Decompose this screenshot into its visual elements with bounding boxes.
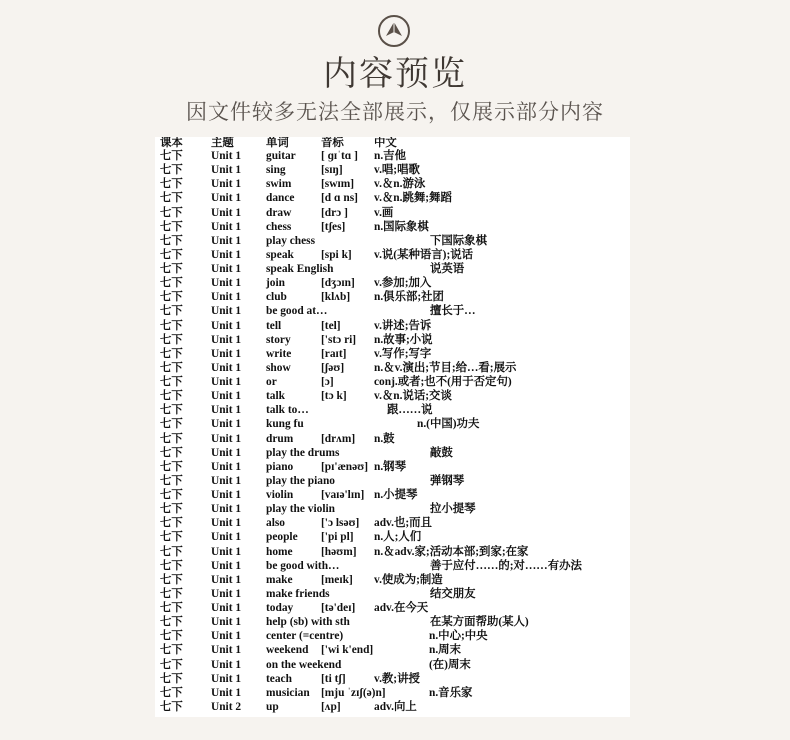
cell-word: speak bbox=[266, 248, 294, 261]
table-row bbox=[155, 629, 630, 643]
header-unit: 主题 bbox=[211, 137, 234, 149]
cell-book: 七下 bbox=[160, 347, 183, 360]
cell-chinese: n.音乐家 bbox=[429, 686, 473, 699]
table-row bbox=[155, 545, 630, 559]
cell-book: 七下 bbox=[160, 178, 183, 191]
cell-chinese: v.参加;加入 bbox=[374, 277, 432, 290]
cell-book: 七下 bbox=[160, 319, 183, 332]
table-row bbox=[155, 149, 630, 163]
cell-chinese: adv.也;而且 bbox=[374, 517, 432, 530]
cell-chinese: n.人;人们 bbox=[374, 531, 422, 544]
cell-chinese: n.钢琴 bbox=[374, 460, 406, 473]
table-row bbox=[155, 658, 630, 672]
logo-icon bbox=[378, 15, 410, 47]
cell-chinese: n.鼓 bbox=[374, 432, 395, 445]
cell-ipa: [drɔ ] bbox=[321, 206, 348, 219]
cell-word: musician bbox=[266, 686, 310, 699]
page-subtitle: 因文件较多无法全部展示，仅展示部分内容 bbox=[186, 100, 604, 124]
table-row bbox=[155, 262, 630, 276]
cell-word: show bbox=[266, 361, 291, 374]
cell-book: 七下 bbox=[160, 418, 183, 431]
cell-unit: Unit 1 bbox=[211, 347, 242, 360]
cell-chinese: n.小提琴 bbox=[374, 489, 418, 501]
cell-chinese: n.＆adv.家;活动本部;到家;在家 bbox=[374, 545, 529, 558]
table-row bbox=[155, 319, 630, 333]
cell-book: 七下 bbox=[160, 164, 183, 177]
table-row bbox=[155, 573, 630, 587]
table-row bbox=[155, 516, 630, 530]
cell-ipa: [tʃes] bbox=[321, 220, 346, 233]
cell-chinese: n.吉他 bbox=[374, 150, 406, 162]
cell-book: 七下 bbox=[160, 686, 183, 699]
cell-word: weekend bbox=[266, 644, 309, 657]
cell-unit: Unit 1 bbox=[211, 517, 242, 530]
cell-word: join bbox=[266, 277, 285, 290]
table-header bbox=[155, 137, 630, 149]
header-chinese: 中文 bbox=[374, 137, 397, 149]
cell-book: 七下 bbox=[160, 432, 183, 445]
cell-unit: Unit 1 bbox=[211, 474, 242, 487]
cell-book: 七下 bbox=[160, 192, 183, 205]
cell-chinese: 下国际象棋 bbox=[430, 234, 487, 247]
cell-word: speak English bbox=[266, 263, 334, 275]
cell-chinese: v.说(某种语言);说话 bbox=[374, 248, 474, 261]
cell-word: write bbox=[266, 347, 292, 360]
cell-ipa: [tə'deɪ] bbox=[321, 602, 356, 614]
cell-ipa: [dʒɔɪn] bbox=[321, 277, 355, 290]
cell-book: 七下 bbox=[160, 474, 183, 487]
cell-book: 七下 bbox=[160, 489, 183, 501]
cell-book: 七下 bbox=[160, 602, 183, 614]
cell-unit: Unit 1 bbox=[211, 361, 242, 374]
table-body bbox=[155, 149, 630, 714]
cell-book: 七下 bbox=[160, 460, 183, 473]
cell-ipa: ['stɔ ri] bbox=[321, 333, 357, 346]
page-title: 内容预览 bbox=[323, 54, 467, 94]
cell-unit: Unit 1 bbox=[211, 220, 242, 233]
table-row bbox=[155, 177, 630, 191]
table-row bbox=[155, 587, 630, 601]
cell-chinese: 结交朋友 bbox=[430, 587, 476, 600]
cell-word: club bbox=[266, 291, 287, 304]
cell-unit: Unit 1 bbox=[211, 531, 242, 544]
cell-word: chess bbox=[266, 220, 292, 233]
cell-chinese: v.教;讲授 bbox=[374, 672, 420, 685]
cell-unit: Unit 1 bbox=[211, 503, 242, 516]
cell-book: 七下 bbox=[160, 658, 183, 671]
table-row bbox=[155, 191, 630, 205]
cell-word: help (sb) with sth bbox=[266, 616, 350, 629]
cell-ipa: [pɪ'ænəʊ] bbox=[321, 460, 369, 473]
cell-unit: Unit 1 bbox=[211, 263, 242, 275]
cell-book: 七下 bbox=[160, 263, 183, 275]
cell-chinese: adv.在今天 bbox=[374, 602, 429, 614]
cell-word: piano bbox=[266, 460, 294, 473]
cell-book: 七下 bbox=[160, 616, 183, 629]
table-row bbox=[155, 672, 630, 686]
cell-ipa: [spi k] bbox=[321, 248, 352, 261]
cell-book: 七下 bbox=[160, 587, 183, 600]
cell-word: play the drums bbox=[266, 446, 340, 459]
cell-book: 七下 bbox=[160, 404, 183, 417]
cell-unit: Unit 1 bbox=[211, 277, 242, 290]
header-ipa: 音标 bbox=[321, 137, 344, 149]
cell-word: home bbox=[266, 545, 293, 558]
cell-book: 七下 bbox=[160, 305, 183, 318]
cell-unit: Unit 1 bbox=[211, 644, 242, 657]
cell-unit: Unit 1 bbox=[211, 164, 242, 177]
cell-word: kung fu bbox=[266, 418, 304, 431]
cell-word: today bbox=[266, 602, 294, 614]
table-row bbox=[155, 502, 630, 516]
cell-chinese: v.＆n.说话;交谈 bbox=[374, 390, 452, 403]
cell-chinese: (在)周末 bbox=[429, 658, 471, 671]
cell-ipa: [tɔ k] bbox=[321, 390, 347, 403]
table-row bbox=[155, 248, 630, 262]
cell-unit: Unit 1 bbox=[211, 234, 242, 247]
table-row bbox=[155, 700, 630, 714]
table-row bbox=[155, 530, 630, 544]
table-row bbox=[155, 643, 630, 657]
cell-word: teach bbox=[266, 672, 292, 685]
cell-unit: Unit 1 bbox=[211, 489, 242, 501]
cell-word: also bbox=[266, 517, 285, 530]
cell-chinese: v.画 bbox=[374, 206, 394, 219]
cell-unit: Unit 2 bbox=[211, 700, 242, 713]
cell-word: be good at… bbox=[266, 305, 328, 318]
cell-book: 七下 bbox=[160, 234, 183, 247]
cell-word: up bbox=[266, 700, 279, 713]
cell-word: make friends bbox=[266, 587, 330, 600]
cell-chinese: 跟……说 bbox=[387, 404, 433, 417]
cell-book: 七下 bbox=[160, 559, 183, 572]
cell-unit: Unit 1 bbox=[211, 616, 242, 629]
cell-chinese: v.＆n.跳舞;舞蹈 bbox=[374, 192, 452, 205]
cell-unit: Unit 1 bbox=[211, 150, 242, 162]
cell-ipa: [tel] bbox=[321, 319, 341, 332]
cell-chinese: n.俱乐部;社团 bbox=[374, 291, 444, 304]
cell-chinese: n.中心;中央 bbox=[429, 630, 488, 643]
cell-unit: Unit 1 bbox=[211, 376, 242, 388]
cell-unit: Unit 1 bbox=[211, 390, 242, 403]
cell-book: 七下 bbox=[160, 361, 183, 374]
cell-word: talk to… bbox=[266, 404, 309, 417]
cell-word: play chess bbox=[266, 234, 316, 247]
cell-unit: Unit 1 bbox=[211, 545, 242, 558]
cell-unit: Unit 1 bbox=[211, 587, 242, 600]
cell-book: 七下 bbox=[160, 672, 183, 685]
cell-word: dance bbox=[266, 192, 295, 205]
table-row bbox=[155, 488, 630, 502]
cell-word: people bbox=[266, 531, 298, 544]
cell-book: 七下 bbox=[160, 573, 183, 586]
cell-ipa: [raɪt] bbox=[321, 347, 347, 360]
cell-book: 七下 bbox=[160, 333, 183, 346]
table-row bbox=[155, 290, 630, 304]
table-row bbox=[155, 474, 630, 488]
cell-word: drum bbox=[266, 432, 294, 445]
cell-ipa: [d ɑ ns] bbox=[321, 192, 358, 205]
cell-book: 七下 bbox=[160, 390, 183, 403]
cell-word: play the violin bbox=[266, 503, 335, 516]
cell-chinese: v.使成为;制造 bbox=[374, 573, 443, 586]
cell-chinese: 拉小提琴 bbox=[430, 503, 476, 516]
cell-chinese: v.讲述;告诉 bbox=[374, 319, 432, 332]
cell-unit: Unit 1 bbox=[211, 206, 242, 219]
cell-book: 七下 bbox=[160, 644, 183, 657]
table-row bbox=[155, 686, 630, 700]
cell-ipa: [ti tʃ] bbox=[321, 672, 346, 685]
cell-book: 七下 bbox=[160, 277, 183, 290]
cell-unit: Unit 1 bbox=[211, 446, 242, 459]
cell-unit: Unit 1 bbox=[211, 432, 242, 445]
cell-ipa: ['wi k'end] bbox=[321, 644, 374, 657]
cell-unit: Unit 1 bbox=[211, 291, 242, 304]
cell-ipa: [ʌp] bbox=[321, 700, 341, 713]
cell-unit: Unit 1 bbox=[211, 248, 242, 261]
cell-ipa: [sɪŋ] bbox=[321, 164, 343, 177]
table-row bbox=[155, 276, 630, 290]
cell-ipa: [swɪm] bbox=[321, 178, 355, 191]
table-row bbox=[155, 615, 630, 629]
cell-chinese: v.＆n.游泳 bbox=[374, 178, 426, 191]
cell-chinese: n.国际象棋 bbox=[374, 220, 429, 233]
table-row bbox=[155, 206, 630, 220]
table-row bbox=[155, 446, 630, 460]
cell-book: 七下 bbox=[160, 150, 183, 162]
table-row bbox=[155, 432, 630, 446]
cell-word: sing bbox=[266, 164, 286, 177]
cell-book: 七下 bbox=[160, 220, 183, 233]
header-book: 课本 bbox=[160, 137, 183, 149]
cell-chinese: 在某方面帮助(某人) bbox=[430, 616, 529, 629]
header-word: 单词 bbox=[266, 137, 289, 149]
cell-ipa: ['ɔ lsəʊ] bbox=[321, 517, 360, 530]
cell-book: 七下 bbox=[160, 248, 183, 261]
cell-book: 七下 bbox=[160, 700, 183, 713]
cell-book: 七下 bbox=[160, 291, 183, 304]
table-row bbox=[155, 220, 630, 234]
table-row bbox=[155, 163, 630, 177]
cell-ipa: [meɪk] bbox=[321, 573, 353, 586]
cell-chinese: conj.或者;也不(用于否定句) bbox=[374, 376, 512, 388]
cell-chinese: 擅长于… bbox=[430, 305, 476, 318]
table-row bbox=[155, 234, 630, 248]
table-row bbox=[155, 333, 630, 347]
cell-unit: Unit 1 bbox=[211, 686, 242, 699]
table-row bbox=[155, 601, 630, 615]
cell-chinese: 敲鼓 bbox=[430, 446, 453, 459]
cell-book: 七下 bbox=[160, 206, 183, 219]
cell-word: talk bbox=[266, 390, 285, 403]
cell-book: 七下 bbox=[160, 376, 183, 388]
cell-book: 七下 bbox=[160, 545, 183, 558]
cell-word: make bbox=[266, 573, 293, 586]
cell-unit: Unit 1 bbox=[211, 630, 242, 643]
cell-unit: Unit 1 bbox=[211, 305, 242, 318]
cell-book: 七下 bbox=[160, 503, 183, 516]
cell-chinese: 弹钢琴 bbox=[430, 474, 465, 487]
cell-unit: Unit 1 bbox=[211, 460, 242, 473]
table-row bbox=[155, 304, 630, 318]
cell-chinese: 善于应付……的;对……有办法 bbox=[430, 559, 582, 572]
cell-word: story bbox=[266, 333, 291, 346]
cell-word: tell bbox=[266, 319, 282, 332]
cell-word: or bbox=[266, 376, 277, 388]
cell-unit: Unit 1 bbox=[211, 418, 242, 431]
table-row bbox=[155, 375, 630, 389]
cell-chinese: 说英语 bbox=[430, 263, 465, 275]
cell-ipa: [ ɡɪˈtɑ ] bbox=[321, 150, 358, 162]
table-row bbox=[155, 361, 630, 375]
cell-ipa: [həʊm] bbox=[321, 545, 357, 558]
cell-unit: Unit 1 bbox=[211, 178, 242, 191]
cell-unit: Unit 1 bbox=[211, 404, 242, 417]
cell-chinese: n.＆v.演出;节目;给…看;展示 bbox=[374, 361, 517, 374]
cell-word: violin bbox=[266, 489, 294, 501]
cell-ipa: [vaɪə'lɪn] bbox=[321, 489, 365, 501]
cell-ipa: ['pi pl] bbox=[321, 531, 354, 544]
cell-ipa: [ʃəʊ] bbox=[321, 361, 345, 374]
cell-unit: Unit 1 bbox=[211, 672, 242, 685]
cell-book: 七下 bbox=[160, 446, 183, 459]
cell-chinese: n.故事;小说 bbox=[374, 333, 433, 346]
cell-word: center (=centre) bbox=[266, 630, 344, 643]
table-row bbox=[155, 417, 630, 431]
cell-chinese: n.周末 bbox=[429, 644, 461, 657]
cell-word: draw bbox=[266, 206, 292, 219]
cell-ipa: [drʌm] bbox=[321, 432, 356, 445]
cell-unit: Unit 1 bbox=[211, 559, 242, 572]
cell-ipa: [mju ˈzɪʃ(ə)n] bbox=[321, 686, 386, 699]
cell-book: 七下 bbox=[160, 531, 183, 544]
cell-ipa: [klʌb] bbox=[321, 291, 351, 304]
cell-word: swim bbox=[266, 178, 292, 191]
table-row bbox=[155, 403, 630, 417]
table-row bbox=[155, 559, 630, 573]
cell-unit: Unit 1 bbox=[211, 192, 242, 205]
cell-word: play the piano bbox=[266, 474, 335, 487]
vocabulary-table bbox=[155, 137, 630, 717]
table-row bbox=[155, 460, 630, 474]
cell-word: guitar bbox=[266, 150, 296, 162]
cell-unit: Unit 1 bbox=[211, 319, 242, 332]
table-row bbox=[155, 389, 630, 403]
cell-chinese: v.唱;唱歌 bbox=[374, 164, 420, 177]
cell-ipa: [ɔ] bbox=[321, 376, 334, 388]
cell-book: 七下 bbox=[160, 630, 183, 643]
cell-chinese: n.(中国)功夫 bbox=[417, 418, 480, 431]
cell-unit: Unit 1 bbox=[211, 333, 242, 346]
cell-book: 七下 bbox=[160, 517, 183, 530]
cell-chinese: adv.向上 bbox=[374, 700, 417, 713]
cell-word: on the weekend bbox=[266, 658, 342, 671]
cell-word: be good with… bbox=[266, 559, 340, 572]
table-row bbox=[155, 347, 630, 361]
cell-unit: Unit 1 bbox=[211, 602, 242, 614]
cell-unit: Unit 1 bbox=[211, 573, 242, 586]
cell-unit: Unit 1 bbox=[211, 658, 242, 671]
cell-chinese: v.写作;写字 bbox=[374, 347, 432, 360]
